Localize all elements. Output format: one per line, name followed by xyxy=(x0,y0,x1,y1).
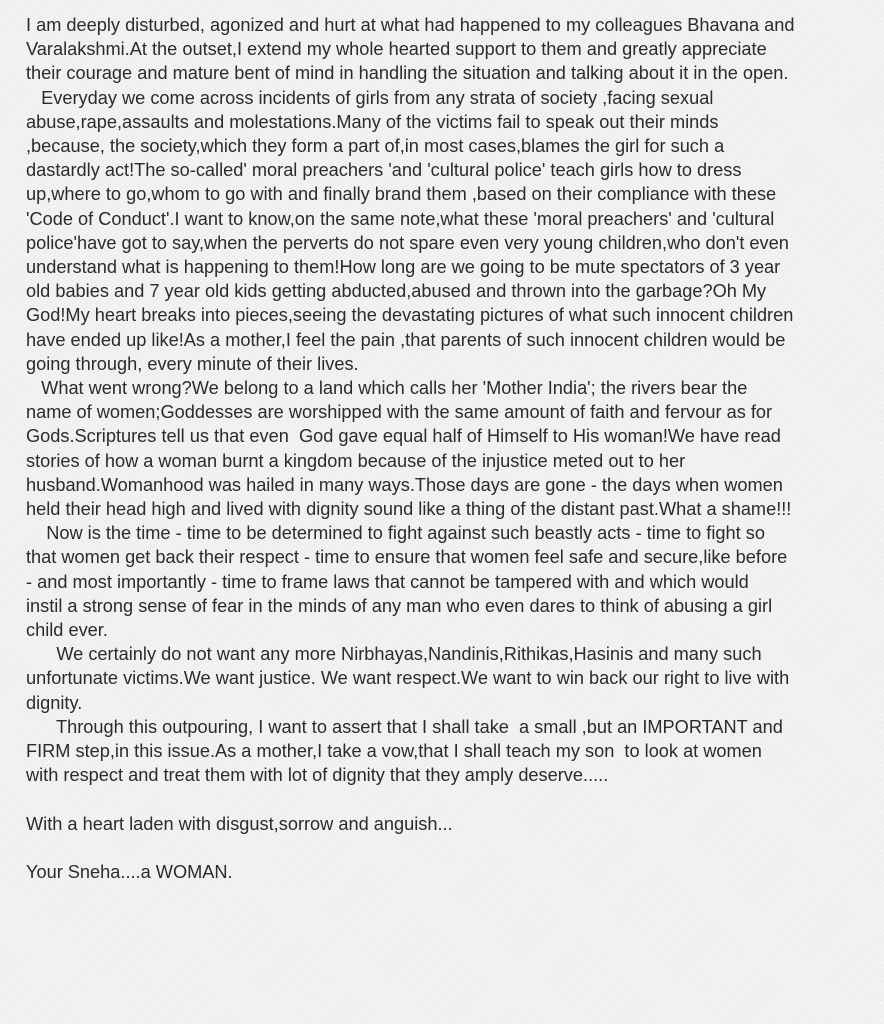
blank-line xyxy=(26,836,866,860)
letter-line: What went wrong?We belong to a land which calls her 'Mother India'; the rivers bear the xyxy=(26,378,748,399)
letter-line: Through this outpouring, I want to assert that I shall take a small ,but an IMPORTANT and xyxy=(26,716,783,737)
letter-line: up,where to go,whom to go with and finally brand them ,based on their compliance with these xyxy=(26,184,777,205)
letter-line: We certainly do not want any more Nirbhayas,Nandinis,Rithikas,Hasinis and many such xyxy=(26,644,762,665)
letter-line: police'have got to say,when the perverts do not spare even very young children,who don't even xyxy=(26,232,789,253)
letter-closing: With a heart laden with disgust,sorrow and anguish... xyxy=(26,813,453,834)
letter-line: FIRM step,in this issue.As a mother,I take a vow,that I shall teach my son to look at women xyxy=(26,741,762,762)
letter-line: Now is the time - time to be determined to fight against such beastly acts - time to fight so xyxy=(26,523,765,544)
letter-line: abuse,rape,assaults and molestations.Many of the victims fail to speak out their minds xyxy=(26,111,719,132)
letter-line: held their head high and lived with dignity sound like a thing of the distant past.What a shame!!! xyxy=(26,499,792,520)
letter-line: old babies and 7 year old kids getting abducted,abused and thrown into the garbage?Oh My xyxy=(26,281,767,302)
letter-line: ,because, the society,which they form a part of,in most cases,blames the girl for such a xyxy=(26,136,725,157)
letter-line: instil a strong sense of fear in the minds of any man who even dares to think of abusing a girl xyxy=(26,595,773,616)
letter-line: 'Code of Conduct'.I want to know,on the same note,what these 'moral preachers' and 'cultural xyxy=(26,208,775,229)
letter-line: husband.Womanhood was hailed in many ways.Those days are gone - the days when women xyxy=(26,474,783,495)
letter-line: understand what is happening to them!How long are we going to be mute spectators of 3 year xyxy=(26,257,781,278)
letter-line: name of women;Goddesses are worshipped with the same amount of faith and fervour as for xyxy=(26,402,773,423)
letter-line: Everyday we come across incidents of girls from any strata of society ,facing sexual xyxy=(26,87,714,108)
letter-line: child ever. xyxy=(26,620,108,641)
letter-signature: Your Sneha....a WOMAN. xyxy=(26,862,233,883)
letter-line: that women get back their respect - time to ensure that women feel safe and secure,like before xyxy=(26,547,788,568)
letter-line: Gods.Scriptures tell us that even God gave equal half of Himself to His woman!We have read xyxy=(26,426,781,447)
letter-line: their courage and mature bent of mind in handling the situation and talking about it in the open. xyxy=(26,63,789,84)
letter-line: I am deeply disturbed, agonized and hurt at what had happened to my colleagues Bhavana and xyxy=(26,15,795,35)
letter-line: have ended up like!As a mother,I feel the pain ,that parents of such innocent children would be xyxy=(26,329,786,350)
letter-line: Varalakshmi.At the outset,I extend my whole hearted support to them and greatly appreciate xyxy=(26,39,767,60)
letter-line: God!My heart breaks into pieces,seeing the devastating pictures of what such innocent children xyxy=(26,305,794,326)
letter-line: unfortunate victims.We want justice. We want respect.We want to win back our right to live with xyxy=(26,668,790,689)
blank-line xyxy=(26,788,866,812)
letter-line: - and most importantly - time to frame laws that cannot be tampered with and which would xyxy=(26,571,749,592)
letter-line: with respect and treat them with lot of dignity that they amply deserve..... xyxy=(26,765,609,786)
letter-line: stories of how a woman burnt a kingdom because of the injustice meted out to her xyxy=(26,450,686,471)
letter-line: dastardly act!The so-called' moral preachers 'and 'cultural police' teach girls how to dress xyxy=(26,160,742,181)
letter-line: dignity. xyxy=(26,692,83,713)
letter-line: going through, every minute of their lives. xyxy=(26,353,359,374)
